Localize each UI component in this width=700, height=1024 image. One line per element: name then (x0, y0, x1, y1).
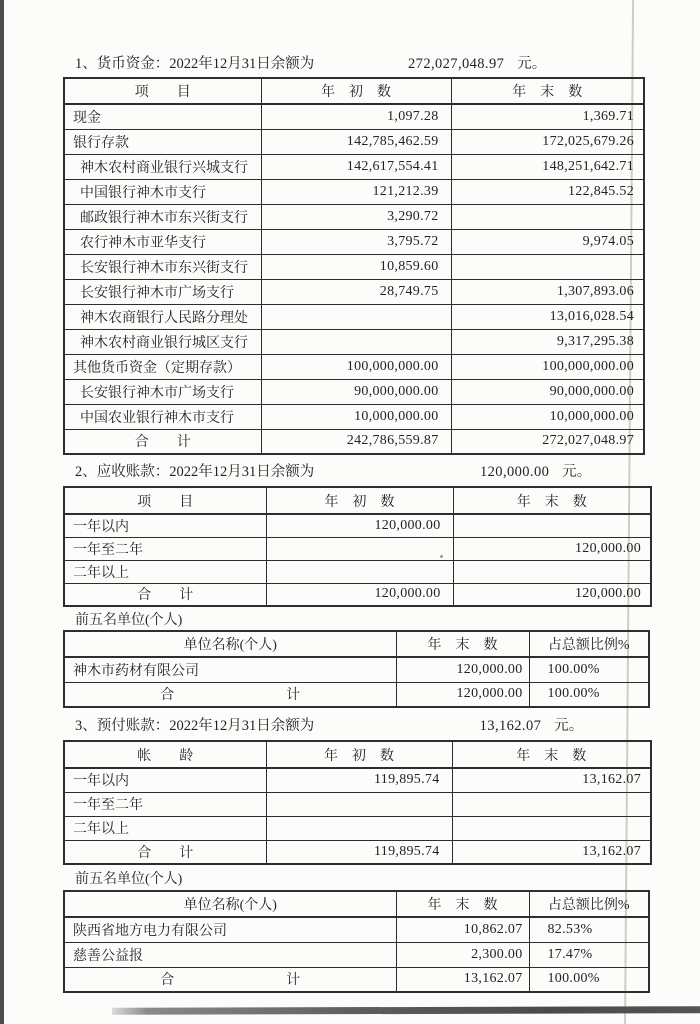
row-label-cell: 中国银行神木市支行 (64, 179, 261, 204)
total-row (64, 429, 644, 454)
value-cell: 148,251,642.71 (451, 154, 644, 179)
row-label-cell: 神木农村商业银行城区支行 (64, 329, 261, 354)
section3-title (75, 714, 583, 735)
section3-balance-amount: 13,162.07 (479, 718, 542, 734)
row-label-cell: 邮政银行神木市东兴街支行 (64, 204, 261, 229)
value-cell: 100.00% (529, 657, 649, 682)
value-cell: 1,307,893.06 (451, 279, 644, 304)
value-cell: 119,895.74 (266, 768, 452, 792)
top5-units-prepaid-table (63, 890, 650, 993)
value-cell (266, 537, 453, 560)
value-cell: 9,317,295.38 (451, 329, 644, 354)
value-cell (453, 514, 651, 537)
column-header: 年 初 数 (261, 78, 451, 104)
row-label-cell: 银行存款 (64, 129, 261, 154)
value-cell: 13,162.07 (452, 840, 651, 864)
section1-title (75, 52, 546, 73)
value-cell: 120,000.00 (266, 514, 453, 537)
section1-balance-amount: 272,027,048.97 (408, 56, 505, 72)
value-cell: 82.53% (529, 917, 649, 942)
value-cell (451, 254, 644, 279)
table-row (64, 179, 644, 204)
total-row (64, 583, 651, 606)
top5-label-prepaid: 前五名单位(个人) (75, 872, 183, 887)
column-header: 年 初 数 (266, 741, 452, 768)
value-cell: 100,000,000.00 (451, 354, 644, 379)
table-row (64, 379, 644, 404)
row-label-cell: 合 计 (64, 682, 396, 707)
value-cell: 13,162.07 (452, 768, 651, 792)
value-cell: 120,000.00 (266, 583, 453, 606)
row-label-cell: 一年至二年 (64, 792, 266, 816)
value-cell: 90,000,000.00 (451, 379, 644, 404)
row-label-cell: 神木农村商业银行兴城支行 (64, 154, 261, 179)
row-label-cell: 其他货币资金（定期存款） (64, 354, 261, 379)
column-header: 项 目 (64, 78, 261, 104)
table-row (64, 329, 644, 354)
value-cell: 10,862.07 (396, 917, 529, 942)
row-label-cell: 一年至二年 (64, 537, 266, 560)
table-row (64, 657, 649, 682)
table-header-row (64, 741, 651, 768)
table-header-row (64, 487, 651, 514)
value-cell: 120,000.00 (396, 682, 529, 707)
value-cell: 10,859.60 (261, 254, 451, 279)
value-cell: 13,162.07 (396, 967, 529, 992)
table-row (64, 514, 651, 537)
section3-title-text: 3、预付账款：2022年12月31日余额为 (75, 718, 315, 734)
accounts-receivable-aging-table (63, 486, 652, 607)
value-cell (266, 792, 452, 816)
section2-title (75, 460, 591, 481)
row-label-cell: 二年以上 (64, 560, 266, 583)
table-row (64, 104, 644, 129)
row-label-cell: 二年以上 (64, 816, 266, 840)
table-row (64, 279, 644, 304)
value-cell: 13,016,028.54 (451, 304, 644, 329)
table-row (64, 404, 644, 429)
table-row (64, 816, 651, 840)
table-row (64, 942, 649, 967)
value-cell: 120,000.00 (396, 657, 529, 682)
table-row (64, 304, 644, 329)
value-cell: 121,212.39 (261, 179, 451, 204)
value-cell: 142,785,462.59 (261, 129, 451, 154)
total-row (64, 840, 651, 864)
top5-label-receivable: 前五名单位(个人) (75, 613, 183, 628)
total-row (64, 682, 649, 707)
value-cell: 9,974.05 (451, 229, 644, 254)
value-cell: 2,300.00 (396, 942, 529, 967)
value-cell: 10,000,000.00 (451, 404, 644, 429)
value-cell: 3,795.72 (261, 229, 451, 254)
column-header: 年 末 数 (396, 891, 529, 917)
section2-unit-label: 元。 (562, 464, 592, 480)
section2-balance-amount: 120,000.00 (480, 464, 550, 480)
value-cell: 1,369.71 (451, 104, 644, 129)
table-row (64, 917, 649, 942)
section1-unit-label: 元。 (517, 56, 547, 72)
table-row (64, 354, 644, 379)
column-header: 占总额比例% (529, 631, 649, 657)
top5-units-receivable-table (63, 630, 650, 708)
value-cell: 120,000.00 (453, 583, 651, 606)
row-label-cell: 合 计 (64, 967, 396, 992)
value-cell: 90,000,000.00 (261, 379, 451, 404)
table-row (64, 560, 651, 583)
scan-artifact-left-edge (0, 0, 4, 1024)
table-row (64, 229, 644, 254)
row-label-cell: 合 计 (64, 429, 261, 454)
value-cell (266, 816, 452, 840)
table-row (64, 792, 651, 816)
value-cell: 100.00% (529, 682, 649, 707)
row-label-cell: 中国农业银行神木市支行 (64, 404, 261, 429)
value-cell (453, 560, 651, 583)
value-cell: 272,027,048.97 (451, 429, 644, 454)
table-row (64, 537, 651, 560)
row-label-cell: 合 计 (64, 840, 266, 864)
row-label-cell: 现金 (64, 104, 261, 129)
column-header: 年 末 数 (396, 631, 529, 657)
column-header: 年 末 数 (451, 78, 644, 104)
row-label-cell: 农行神木市亚华支行 (64, 229, 261, 254)
value-cell (261, 304, 451, 329)
column-header: 单位名称(个人) (64, 631, 396, 657)
row-label-cell: 神木农商银行人民路分理处 (64, 304, 261, 329)
table-row (64, 129, 644, 154)
table-header-row (64, 891, 649, 917)
column-header: 年 末 数 (452, 741, 651, 768)
column-header: 单位名称(个人) (64, 891, 396, 917)
column-header: 占总额比例% (529, 891, 649, 917)
value-cell: 119,895.74 (266, 840, 452, 864)
column-header: 帐 龄 (64, 741, 266, 768)
row-label-cell: 长安银行神木市东兴街支行 (64, 254, 261, 279)
value-cell: 100.00% (529, 967, 649, 992)
value-cell: 122,845.52 (451, 179, 644, 204)
value-cell: 3,290.72 (261, 204, 451, 229)
value-cell: 142,617,554.41 (261, 154, 451, 179)
value-cell (266, 560, 453, 583)
monetary-funds-table (63, 77, 645, 455)
column-header: 项 目 (64, 487, 266, 514)
value-cell: 17.47% (529, 942, 649, 967)
section1-title-text: 1、货币资金：2022年12月31日余额为 (75, 56, 315, 72)
prepaid-accounts-aging-table (63, 740, 652, 865)
row-label-cell: 长安银行神木市广场支行 (64, 379, 261, 404)
value-cell: 120,000.00 (453, 537, 651, 560)
row-label-cell: 一年以内 (64, 768, 266, 792)
value-cell (452, 816, 651, 840)
section2-title-text: 2、应收账款：2022年12月31日余额为 (75, 464, 315, 480)
row-label-cell: 慈善公益报 (64, 942, 396, 967)
row-label-cell: 神木市药材有限公司 (64, 657, 396, 682)
value-cell: 28,749.75 (261, 279, 451, 304)
column-header: 年 初 数 (266, 487, 453, 514)
value-cell: 100,000,000.00 (261, 354, 451, 379)
table-header-row (64, 78, 644, 104)
value-cell: 242,786,559.87 (261, 429, 451, 454)
table-row (64, 768, 651, 792)
value-cell (451, 204, 644, 229)
column-header: 年 末 数 (453, 487, 651, 514)
total-row (64, 967, 649, 992)
value-cell (452, 792, 651, 816)
table-row (64, 154, 644, 179)
value-cell (261, 329, 451, 354)
value-cell: 1,097.28 (261, 104, 451, 129)
table-row (64, 254, 644, 279)
table-row (64, 204, 644, 229)
section3-unit-label: 元。 (554, 718, 584, 734)
row-label-cell: 长安银行神木市广场支行 (64, 279, 261, 304)
scan-artifact-bottom-bar (112, 1006, 700, 1015)
row-label-cell: 一年以内 (64, 514, 266, 537)
row-label-cell: 合 计 (64, 583, 266, 606)
value-cell: 10,000,000.00 (261, 404, 451, 429)
row-label-cell: 陕西省地方电力有限公司 (64, 917, 396, 942)
value-cell: 172,025,679.26 (451, 129, 644, 154)
table-header-row (64, 631, 649, 657)
